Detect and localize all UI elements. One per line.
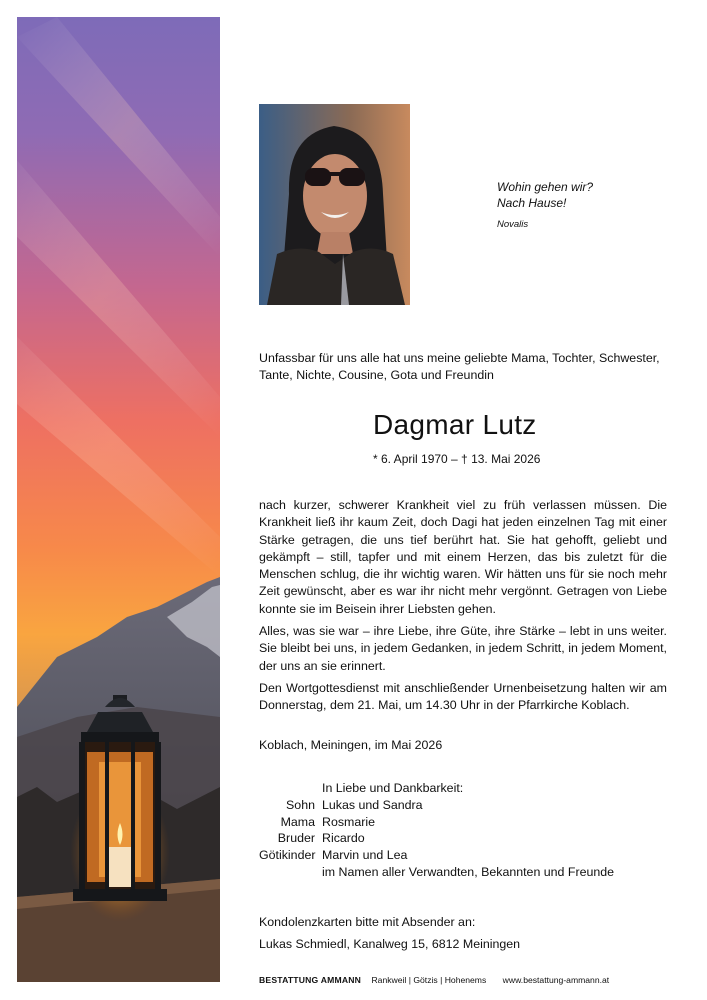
deceased-name: Dagmar Lutz [373, 409, 537, 440]
mourner-relation [259, 780, 322, 797]
mourner-relation: Bruder [277, 831, 315, 846]
quote-line: Wohin gehen wir? [497, 180, 594, 194]
life-dates: * 6. April 1970 – † 13. Mai 2026 [373, 452, 541, 466]
mourner-relation: Götikinder [259, 848, 316, 863]
mourner-row [259, 797, 614, 814]
mourner-names: Lukas und Sandra [322, 797, 423, 812]
mourner-relation: Mama [280, 814, 315, 829]
quote-author: Novalis [497, 219, 529, 230]
mourner-row [259, 864, 614, 881]
mourner-names: im Namen aller Verwandten, Bekannten und Freunde [322, 864, 615, 879]
place-date: Koblach, Meiningen, im Mai 2026 [259, 738, 443, 752]
footer-locations: Rankweil | Götzis | Hohenems [371, 975, 487, 985]
condolence-info [259, 911, 520, 955]
funeral-home-brand [259, 975, 361, 985]
mourner-row [259, 830, 614, 847]
mourner-relation: Sohn [286, 797, 315, 812]
body-paragraph: nach kurzer, schwerer Krankheit viel zu früh verlassen müssen. Die Krankheit ließ ihr kaum Zeit, doch Dagi hat jeden einzelnen Tag mit einer Stärke getragen, die uns tief berührt hat. Sie hat gehofft, geliebt und gekämpft – still, tapfer und mit einem Herzen, das bis zuletzt für die Menschen schlug, die ihr wichtig waren. Wir hätten uns für sie noch mehr Zeit gewünscht, aber es war ihr nicht mehr vergönnt. Getragen von Liebe konnte sie im Beisein ihrer Liebsten gehen. [259, 498, 667, 616]
brand-name: AMMANN [320, 975, 362, 985]
body-paragraph: Den Wortgottesdienst mit anschließender Urnenbeisetzung halten wir am Donnerstag, dem 21. Mai, um 14.30 Uhr in der Pfarrkirche Koblach. [259, 680, 667, 713]
mourner-names: Marvin und Lea [322, 848, 408, 863]
condolence-line: Kondolenzkarten bitte mit Absender an: [259, 915, 476, 929]
obituary-body [259, 497, 667, 720]
brand-prefix: BESTATTUNG [259, 975, 319, 985]
mourner-relation [259, 864, 322, 881]
quote-line: Nach Hause! [497, 196, 567, 210]
portrait-photo [259, 104, 410, 305]
condolence-address: Lukas Schmiedl, Kanalweg 15, 6812 Meiningen [259, 937, 521, 951]
mourner-row [259, 814, 614, 831]
sunset-lantern-image [17, 17, 220, 982]
footer [259, 975, 609, 985]
body-paragraph: Alles, was sie war – ihre Liebe, ihre Güte, ihre Stärke – lebt in uns weiter. Sie bleibt bei uns, in jedem Gedanken, in jedem Schritt, in jedem Moment, der uns an sie erinnert. [259, 624, 667, 673]
mourner-names: Rosmarie [322, 814, 376, 829]
mourners-list [259, 780, 614, 881]
mourner-row [259, 847, 614, 864]
intro-text: Unfassbar für uns alle hat uns meine geliebte Mama, Tochter, Schwester, Tante, Nichte, Cousine, Gota und Freundin [259, 351, 660, 382]
quote [497, 179, 593, 233]
mourner-names: In Liebe und Dankbarkeit: [322, 781, 464, 795]
footer-website: www.bestattung-ammann.at [502, 975, 610, 985]
mourner-names: Ricardo [322, 831, 365, 846]
mourner-row [259, 780, 614, 797]
